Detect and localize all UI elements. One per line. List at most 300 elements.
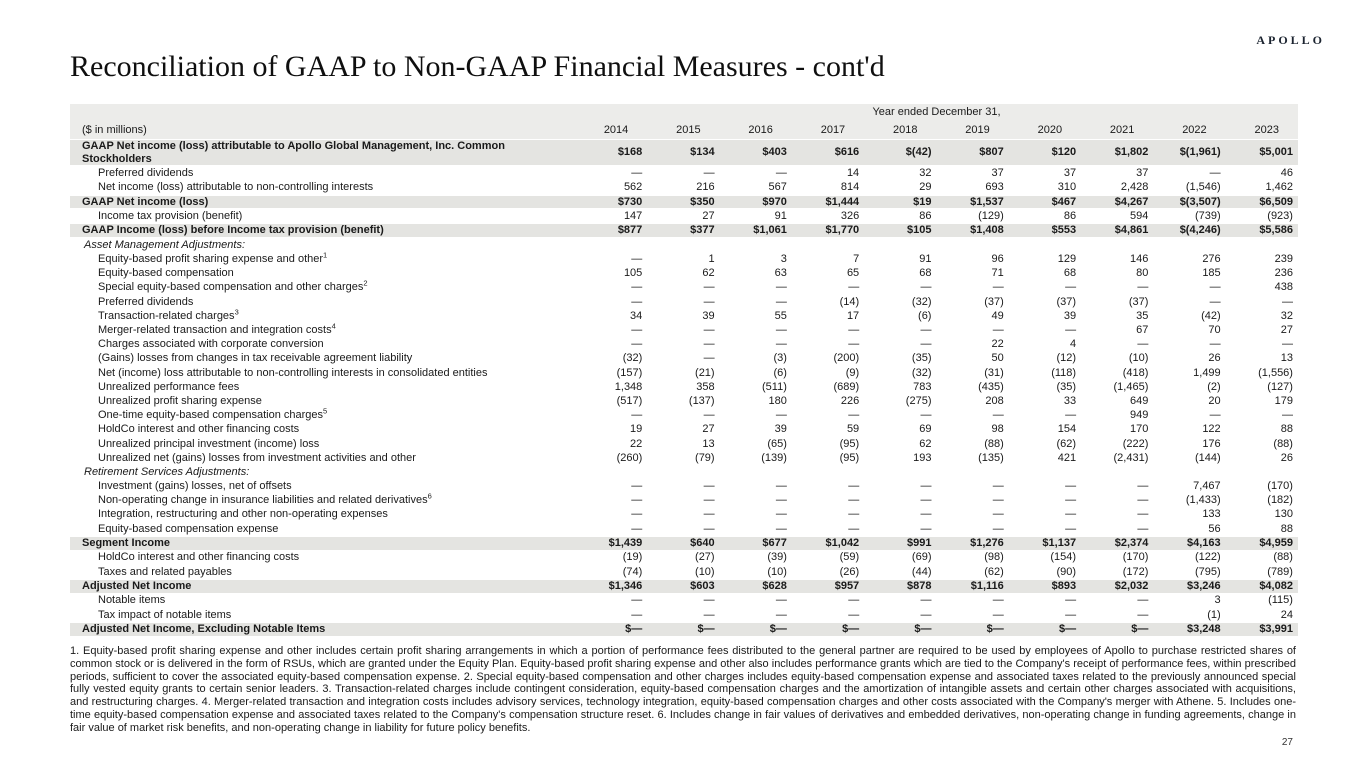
row-label: Adjusted Net Income <box>82 580 192 593</box>
cell-value: 37 <box>1063 167 1077 180</box>
cell-value: 59 <box>846 423 860 436</box>
cell-value: 438 <box>1274 281 1293 294</box>
table-row <box>70 195 1298 210</box>
footnote-reference: 2 <box>363 278 368 288</box>
cell-value: (32) <box>911 295 932 308</box>
cell-value: — <box>775 480 787 493</box>
cell-value: (37) <box>1056 295 1077 308</box>
cell-value: $2,032 <box>1114 580 1149 593</box>
cell-value: $4,959 <box>1259 537 1293 550</box>
cell-value: — <box>1137 594 1149 607</box>
cell-value: 34 <box>630 309 643 322</box>
cell-value: 176 <box>1202 437 1221 450</box>
cell-value: — <box>703 594 715 607</box>
cell-value: 949 <box>1130 409 1149 422</box>
cell-value: 49 <box>991 309 1004 322</box>
cell-value: 22 <box>991 338 1004 351</box>
cell-value: — <box>848 608 860 621</box>
cell-value: 80 <box>1136 267 1149 280</box>
years-row <box>70 121 1298 139</box>
cell-value: — <box>992 281 1004 294</box>
cell-value: $1,444 <box>825 195 860 208</box>
cell-value: — <box>992 594 1004 607</box>
cell-value: 98 <box>991 423 1004 436</box>
cell-value: $5,586 <box>1259 224 1293 237</box>
cell-value: — <box>631 324 643 337</box>
footnote-reference: 3 <box>234 307 239 317</box>
cell-value: 129 <box>1057 253 1077 266</box>
cell-value: (31) <box>984 366 1004 379</box>
cell-value: $1,276 <box>970 537 1004 550</box>
cell-value: $— <box>769 623 787 636</box>
table-row <box>70 238 1298 252</box>
cell-value: 193 <box>913 451 932 464</box>
period-header: Year ended December 31, <box>872 106 1001 118</box>
table-row <box>70 352 1298 366</box>
cell-value: $19 <box>913 195 932 208</box>
cell-value: (95) <box>839 437 860 450</box>
cell-value: — <box>848 324 860 337</box>
cell-value: 1 <box>708 253 715 266</box>
cell-value: — <box>703 480 715 493</box>
cell-value: 3 <box>780 253 787 266</box>
cell-value: $1,439 <box>608 537 643 550</box>
cell-value: — <box>631 253 643 266</box>
cell-value: 216 <box>696 181 715 194</box>
cell-value: — <box>992 409 1004 422</box>
cell-value: (170) <box>1122 551 1149 564</box>
cell-value: 55 <box>774 309 787 322</box>
year-column-header: 2021 <box>1109 123 1135 136</box>
cell-value: (511) <box>762 380 787 393</box>
cell-value: (35) <box>1056 380 1077 393</box>
cell-value: $1,137 <box>1042 537 1077 550</box>
cell-value: (39) <box>767 551 787 564</box>
row-label: One-time equity-based compensation charges$^5$ <box>98 406 328 422</box>
cell-value: 63 <box>774 267 787 280</box>
cell-value: $— <box>697 623 715 636</box>
cell-value: 29 <box>919 181 932 194</box>
table-row <box>70 423 1298 437</box>
cell-value: — <box>920 508 932 521</box>
cell-value: — <box>1281 409 1293 422</box>
cell-value: $970 <box>762 195 787 208</box>
cell-value: (170) <box>1267 480 1293 493</box>
cell-value: — <box>631 409 643 422</box>
cell-value: (21) <box>695 366 715 379</box>
cell-value: — <box>631 608 643 621</box>
cell-value: (69) <box>911 551 932 564</box>
cell-value: — <box>631 281 643 294</box>
row-label: Taxes and related payables <box>98 565 232 578</box>
cell-value: 693 <box>985 181 1004 194</box>
cell-value: (3) <box>773 352 787 365</box>
cell-value: $1,346 <box>608 580 643 593</box>
cell-value: $4,163 <box>1187 537 1221 550</box>
cell-value: — <box>920 608 932 621</box>
cell-value: 86 <box>1063 210 1077 223</box>
cell-value: 33 <box>1063 394 1077 407</box>
cell-value: — <box>631 167 643 180</box>
cell-value: — <box>1137 508 1149 521</box>
cell-value: (2,431) <box>1113 451 1149 464</box>
table-row <box>70 491 1298 508</box>
cell-value: (135) <box>978 451 1004 464</box>
cell-value: (1) <box>1207 608 1221 621</box>
cell-value: 1,462 <box>1265 181 1293 194</box>
cell-value: 26 <box>1208 352 1221 365</box>
cell-value: $(42) <box>905 146 932 159</box>
cell-value: $4,861 <box>1114 224 1149 237</box>
cell-value: — <box>775 508 787 521</box>
cell-value: $3,246 <box>1187 580 1221 593</box>
cell-value: $730 <box>617 195 643 208</box>
cell-value: $3,248 <box>1187 623 1221 636</box>
cell-value: (418) <box>1122 366 1149 379</box>
cell-value: (127) <box>1267 380 1293 393</box>
cell-value: 122 <box>1202 423 1221 436</box>
table-body <box>70 139 1298 637</box>
cell-value: (517) <box>616 394 643 407</box>
table-row <box>70 223 1298 238</box>
cell-value: $893 <box>1051 580 1077 593</box>
cell-value: 68 <box>1063 267 1077 280</box>
row-label: Charges associated with corporate conversion <box>98 338 324 351</box>
row-label: Unrealized performance fees <box>98 380 240 393</box>
table-row <box>70 465 1298 479</box>
row-label: Equity-based compensation <box>98 267 234 280</box>
cell-value: — <box>992 480 1004 493</box>
cell-value: 35 <box>1136 309 1149 322</box>
cell-value: 567 <box>768 181 787 194</box>
cell-value: 783 <box>913 380 932 393</box>
table-row <box>70 594 1298 608</box>
cell-value: — <box>775 167 787 180</box>
cell-value: $603 <box>690 580 715 593</box>
cell-value: 147 <box>623 210 643 223</box>
footnote-reference: 4 <box>331 321 336 331</box>
cell-value: 14 <box>846 167 860 180</box>
cell-value: $6,509 <box>1259 195 1293 208</box>
cell-value: (27) <box>695 551 715 564</box>
cell-value: (14) <box>839 295 860 308</box>
table-header <box>70 104 1298 139</box>
cell-value: (88) <box>1273 551 1293 564</box>
row-label: Net income (loss) attributable to non-controlling interests <box>98 181 374 194</box>
cell-value: (65) <box>767 437 787 450</box>
cell-value: $1,408 <box>970 224 1004 237</box>
cell-value: $168 <box>617 146 643 159</box>
cell-value: — <box>703 409 715 422</box>
cell-value: 96 <box>991 253 1004 266</box>
cell-value: 2,428 <box>1120 181 1149 194</box>
cell-value: — <box>775 295 787 308</box>
cell-value: — <box>920 338 932 351</box>
cell-value: — <box>775 338 787 351</box>
cell-value: — <box>992 324 1004 337</box>
cell-value: 208 <box>985 394 1004 407</box>
cell-value: — <box>703 281 715 294</box>
cell-value: — <box>703 167 715 180</box>
cell-value: $807 <box>979 146 1004 159</box>
cell-value: $467 <box>1051 195 1077 208</box>
row-label: HoldCo interest and other financing costs <box>98 423 300 436</box>
cell-value: — <box>1137 281 1149 294</box>
cell-value: (88) <box>1273 437 1293 450</box>
cell-value: 105 <box>623 267 643 280</box>
row-label: GAAP Net income (loss) <box>82 195 209 208</box>
table-row <box>70 608 1298 622</box>
footnotes: 1. Equity-based profit sharing expense and other includes certain profit sharing arrangements in which a portion of performance fees distributed to the general partner are required to be used by employees of Apollo to purchase restricted shares of common stock or is delivered in the form of RSUs, which are granted under the Equity Plan. Equity-based profit sharing expense and other also includes performance grants which are tied to the Company's receipt of performance fees, within prescribed periods, sufficient to cover the associated equity-based compensation expense. 2. Special equity-based compensation and other charges includes equity-based compensation expense and associated taxes related to the previously announced special fully vested equity grants to certain senior leaders. 3. Transaction-related charges include contingent consideration, equity-based compensation charges and the amortization of intangible assets and certain other charges associated with acquisitions, and restructuring charges. 4. Merger-related transaction and integration costs includes advisory services, technology integration, equity-based compensation charges and other costs associated with the Company's merger with Athene. 5. Includes one-time equity-based compensation expense and associated taxes related to the Company's compensation structure reset. 6. Includes change in fair values of derivatives and embedded derivatives, non-operating change in funding agreements, change in fair value of market risk benefits, and non-operating change in liability for future policy benefits. <box>70 645 1296 734</box>
table-row <box>70 323 1298 337</box>
cell-value: (115) <box>1268 594 1293 607</box>
cell-value: — <box>1137 522 1149 535</box>
cell-value: $— <box>1131 623 1149 636</box>
table-row <box>70 408 1298 422</box>
table-row <box>70 479 1298 493</box>
cell-value: — <box>848 522 860 535</box>
row-label: Unrealized principal investment (income) loss <box>98 437 320 450</box>
cell-value: 27 <box>702 210 715 223</box>
cell-value: (2) <box>1207 380 1221 393</box>
cell-value: 326 <box>840 210 860 223</box>
cell-value: (9) <box>845 366 860 379</box>
cell-value: 7 <box>853 253 860 266</box>
table-row <box>70 551 1298 565</box>
cell-value: — <box>1065 324 1077 337</box>
year-column-header: 2018 <box>893 123 918 136</box>
cell-value: — <box>848 409 860 422</box>
cell-value: 4 <box>1069 338 1077 351</box>
table-row <box>70 209 1298 223</box>
cell-value: $134 <box>690 146 715 159</box>
cell-value: (222) <box>1122 437 1149 450</box>
cell-value: — <box>703 338 715 351</box>
cell-value: $4,082 <box>1259 580 1293 593</box>
cell-value: 88 <box>1280 423 1293 436</box>
cell-value: (32) <box>911 366 932 379</box>
cell-value: — <box>920 480 932 493</box>
cell-value: $677 <box>762 537 787 550</box>
cell-value: 32 <box>919 167 932 180</box>
row-label: HoldCo interest and other financing costs <box>98 551 300 564</box>
table-row <box>70 267 1298 281</box>
cell-value: 39 <box>774 423 787 436</box>
cell-value: (1,556) <box>1258 366 1293 379</box>
cell-value: 170 <box>1130 423 1149 436</box>
year-column-header: 2014 <box>603 123 629 136</box>
cell-value: — <box>631 594 643 607</box>
cell-value: — <box>775 522 787 535</box>
cell-value: (923) <box>1267 210 1293 223</box>
cell-value: (275) <box>905 394 932 407</box>
table-row <box>70 394 1298 408</box>
table-row <box>70 337 1298 351</box>
cell-value: 13 <box>702 437 715 450</box>
cell-value: — <box>1065 508 1077 521</box>
cell-value: $877 <box>617 224 643 237</box>
cell-value: (182) <box>1267 494 1293 507</box>
table-row <box>70 380 1298 394</box>
cell-value: — <box>920 594 932 607</box>
table-row <box>70 437 1298 451</box>
cell-value: 649 <box>1130 394 1149 407</box>
cell-value: — <box>775 281 787 294</box>
cell-value: (10) <box>1128 352 1149 365</box>
cell-value: $5,001 <box>1259 146 1293 159</box>
cell-value: 62 <box>702 267 715 280</box>
cell-value: $(4,246) <box>1179 224 1221 237</box>
row-label: Unrealized net (gains) losses from investment activities and other <box>98 451 416 464</box>
row-label: Special equity-based compensation and other charges$^2$ <box>98 278 368 294</box>
cell-value: — <box>631 522 643 535</box>
cell-value: — <box>703 295 715 308</box>
cell-value: 71 <box>991 267 1004 280</box>
table-row <box>70 252 1298 266</box>
row-label: Preferred dividends <box>98 295 194 308</box>
cell-value: — <box>992 494 1004 507</box>
cell-value: (122) <box>1194 551 1221 564</box>
cell-value: $— <box>1058 623 1077 636</box>
cell-value: $403 <box>762 146 787 159</box>
cell-value: 91 <box>774 210 787 223</box>
cell-value: 814 <box>840 181 860 194</box>
cell-value: 17 <box>846 309 860 322</box>
cell-value: — <box>703 494 715 507</box>
cell-value: 239 <box>1274 253 1293 266</box>
cell-value: $1,061 <box>753 224 787 237</box>
cell-value: — <box>703 508 715 521</box>
cell-value: 20 <box>1208 394 1221 407</box>
cell-value: 70 <box>1208 324 1221 337</box>
cell-value: $2,374 <box>1114 537 1149 550</box>
cell-value: $(3,507) <box>1179 195 1221 208</box>
cell-value: — <box>992 608 1004 621</box>
cell-value: 1,499 <box>1193 366 1221 379</box>
footnote-reference: 5 <box>323 406 328 416</box>
cell-value: (795) <box>1194 565 1221 578</box>
cell-value: (137) <box>688 394 715 407</box>
row-label: Retirement Services Adjustments: <box>84 465 250 478</box>
cell-value: 133 <box>1202 508 1221 521</box>
cell-value: 86 <box>919 210 932 223</box>
row-label: GAAP Income (loss) before Income tax provision (benefit) <box>82 224 384 237</box>
cell-value: (42) <box>1201 309 1221 322</box>
cell-value: 46 <box>1280 167 1293 180</box>
table-row <box>70 522 1298 536</box>
cell-value: 68 <box>919 267 932 280</box>
cell-value: (129) <box>978 210 1004 223</box>
cell-value: 24 <box>1280 608 1293 621</box>
cell-value: — <box>1137 338 1149 351</box>
row-label: Investment (gains) losses, net of offsets <box>98 480 292 493</box>
cell-value: — <box>703 522 715 535</box>
cell-value: (154) <box>1050 551 1077 564</box>
cell-value: 65 <box>846 267 860 280</box>
cell-value: 37 <box>1136 167 1149 180</box>
cell-value: — <box>848 494 860 507</box>
cell-value: (435) <box>978 380 1004 393</box>
cell-value: (200) <box>833 352 860 365</box>
cell-value: 154 <box>1057 423 1077 436</box>
cell-value: $4,267 <box>1114 195 1149 208</box>
cell-value: (1,465) <box>1113 380 1149 393</box>
cell-value: $(1,961) <box>1179 146 1221 159</box>
apollo-logo: APOLLO <box>1256 33 1325 47</box>
cell-value: (19) <box>622 551 643 564</box>
cell-value: (12) <box>1056 352 1077 365</box>
reconciliation-table <box>70 104 1298 637</box>
cell-value: (139) <box>761 451 787 464</box>
table-row <box>70 139 1298 166</box>
cell-value: (157) <box>616 366 643 379</box>
cell-value: 39 <box>1063 309 1077 322</box>
cell-value: 26 <box>1280 451 1293 464</box>
cell-value: — <box>1065 480 1077 493</box>
year-column-header: 2020 <box>1037 123 1063 136</box>
cell-value: 179 <box>1274 394 1293 407</box>
cell-value: — <box>1209 409 1221 422</box>
cell-value: (62) <box>1056 437 1077 450</box>
cell-value: $1,116 <box>970 580 1004 593</box>
cell-value: 358 <box>696 380 715 393</box>
row-label: Tax impact of notable items <box>98 608 232 621</box>
cell-value: $640 <box>690 537 715 550</box>
cell-value: 50 <box>991 352 1004 365</box>
cell-value: (74) <box>622 565 643 578</box>
cell-value: 22 <box>630 437 643 450</box>
cell-value: — <box>1065 522 1077 535</box>
cell-value: $991 <box>907 537 932 550</box>
cell-value: 594 <box>1130 210 1149 223</box>
cell-value: (98) <box>984 551 1004 564</box>
cell-value: 27 <box>1280 324 1293 337</box>
cell-value: — <box>631 494 643 507</box>
table-row <box>70 295 1298 309</box>
cell-value: 185 <box>1202 267 1221 280</box>
cell-value: (6) <box>918 309 932 322</box>
cell-value: — <box>1281 295 1293 308</box>
cell-value: $120 <box>1051 146 1077 159</box>
table-row <box>70 508 1298 522</box>
cell-value: $— <box>914 623 932 636</box>
cell-value: — <box>848 281 860 294</box>
cell-value: 146 <box>1130 253 1149 266</box>
table-row <box>70 366 1298 380</box>
year-column-header: 2022 <box>1182 123 1207 136</box>
cell-value: $— <box>625 623 643 636</box>
cell-value: (260) <box>616 451 643 464</box>
cell-value: (35) <box>911 352 932 365</box>
cell-value: (144) <box>1194 451 1221 464</box>
cell-value: — <box>775 594 787 607</box>
cell-value: 562 <box>623 181 643 194</box>
row-label: Asset Management Adjustments: <box>84 238 246 251</box>
cell-value: — <box>848 508 860 521</box>
cell-value: — <box>1065 594 1077 607</box>
cell-value: 276 <box>1202 253 1221 266</box>
cell-value: — <box>631 480 643 493</box>
cell-value: $616 <box>834 146 860 159</box>
row-label: Adjusted Net Income, Excluding Notable Items <box>82 623 326 636</box>
cell-value: 27 <box>702 423 715 436</box>
cell-value: (26) <box>839 565 860 578</box>
cell-value: (689) <box>833 380 860 393</box>
row-label: Unrealized profit sharing expense <box>98 394 262 407</box>
page-number: 27 <box>1281 737 1293 748</box>
cell-value: 13 <box>1280 352 1293 365</box>
table-row <box>70 622 1298 637</box>
